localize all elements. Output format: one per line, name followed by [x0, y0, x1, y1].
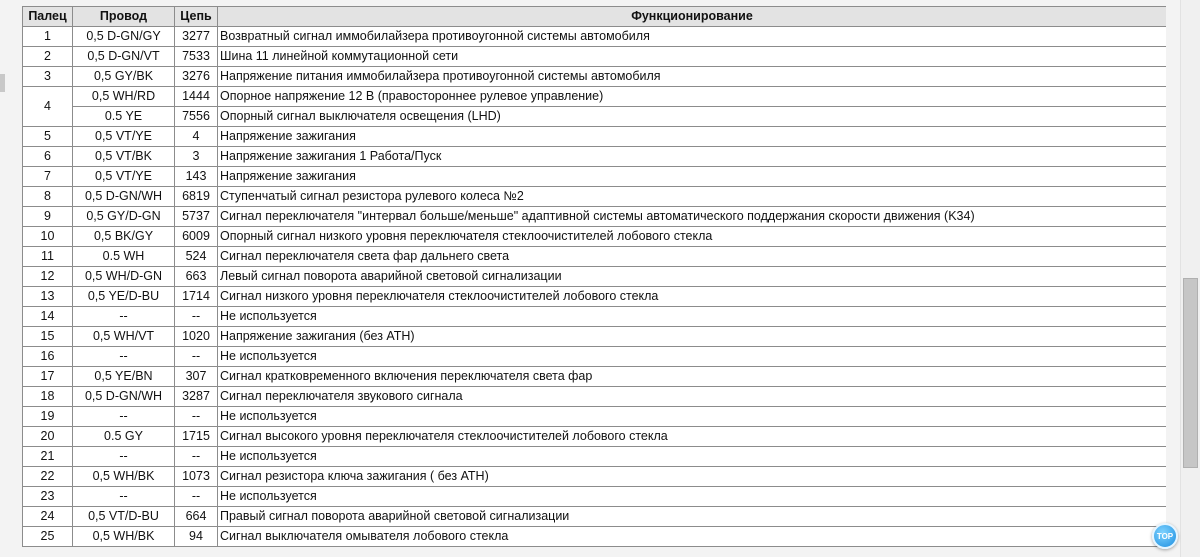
cell-circuit: -- — [175, 487, 218, 507]
cell-function: Левый сигнал поворота аварийной световой сигнализации — [218, 267, 1167, 287]
header-function: Функционирование — [218, 7, 1167, 27]
cell-pin: 15 — [23, 327, 73, 347]
cell-circuit: -- — [175, 347, 218, 367]
header-circuit: Цепь — [175, 7, 218, 27]
cell-circuit: 3276 — [175, 67, 218, 87]
scroll-to-top-button[interactable]: TOP — [1152, 523, 1178, 549]
cell-circuit: 1020 — [175, 327, 218, 347]
table-row — [23, 127, 1167, 147]
cell-circuit: 94 — [175, 527, 218, 547]
cell-circuit: 1714 — [175, 287, 218, 307]
cell-wire: 0,5 WH/RD — [73, 87, 175, 107]
table-row — [23, 447, 1167, 467]
cell-function: Не используется — [218, 447, 1167, 467]
cell-wire: 0,5 WH/D-GN — [73, 267, 175, 287]
cell-circuit: 3287 — [175, 387, 218, 407]
cell-pin: 6 — [23, 147, 73, 167]
cell-pin: 1 — [23, 27, 73, 47]
table-row — [23, 267, 1167, 287]
cell-pin: 14 — [23, 307, 73, 327]
cell-circuit: -- — [175, 407, 218, 427]
cell-function: Не используется — [218, 407, 1167, 427]
cell-wire: 0,5 D-GN/WH — [73, 387, 175, 407]
cell-function: Напряжение зажигания 1 Работа/Пуск — [218, 147, 1167, 167]
cell-circuit: 7556 — [175, 107, 218, 127]
cell-pin: 24 — [23, 507, 73, 527]
cell-wire: 0,5 WH/BK — [73, 527, 175, 547]
cell-circuit: 7533 — [175, 47, 218, 67]
cell-pin: 8 — [23, 187, 73, 207]
cell-wire: 0,5 D-GN/WH — [73, 187, 175, 207]
cell-function: Сигнал резистора ключа зажигания ( без АТН) — [218, 467, 1167, 487]
cell-wire: -- — [73, 407, 175, 427]
connector-pinout-table — [22, 6, 1167, 547]
cell-pin: 18 — [23, 387, 73, 407]
cell-wire: -- — [73, 347, 175, 367]
table-row — [23, 147, 1167, 167]
cell-circuit: 524 — [175, 247, 218, 267]
cell-wire: 0,5 VT/BK — [73, 147, 175, 167]
cell-function: Сигнал высокого уровня переключателя стеклоочистителей лобового стекла — [218, 427, 1167, 447]
cell-circuit: 1073 — [175, 467, 218, 487]
table-row — [23, 47, 1167, 67]
cell-pin: 22 — [23, 467, 73, 487]
table-row — [23, 247, 1167, 267]
cell-function: Сигнал выключателя омывателя лобового стекла — [218, 527, 1167, 547]
table-row — [23, 67, 1167, 87]
cell-circuit: 4 — [175, 127, 218, 147]
cell-circuit: 143 — [175, 167, 218, 187]
table-row — [23, 507, 1167, 527]
cell-function: Напряжение зажигания — [218, 167, 1167, 187]
cell-pin: 13 — [23, 287, 73, 307]
cell-circuit: 1715 — [175, 427, 218, 447]
table-row — [23, 327, 1167, 347]
cell-wire: 0,5 BK/GY — [73, 227, 175, 247]
cell-wire: -- — [73, 447, 175, 467]
left-margin — [0, 0, 22, 557]
cell-function: Не используется — [218, 307, 1167, 327]
cell-function: Сигнал низкого уровня переключателя стеклоочистителей лобового стекла — [218, 287, 1167, 307]
cell-function: Возвратный сигнал иммобилайзера противоугонной системы автомобиля — [218, 27, 1167, 47]
cell-wire: 0,5 YE/BN — [73, 367, 175, 387]
table-row — [23, 487, 1167, 507]
table-row — [23, 427, 1167, 447]
cell-wire: 0,5 D-GN/GY — [73, 27, 175, 47]
cell-wire: 0.5 GY — [73, 427, 175, 447]
cell-function: Сигнал переключателя звукового сигнала — [218, 387, 1167, 407]
cell-function: Ступенчатый сигнал резистора рулевого колеса №2 — [218, 187, 1167, 207]
cell-wire: 0,5 GY/BK — [73, 67, 175, 87]
cell-pin: 21 — [23, 447, 73, 467]
vertical-scrollbar[interactable] — [1180, 0, 1200, 557]
cell-circuit: 663 — [175, 267, 218, 287]
cell-pin: 19 — [23, 407, 73, 427]
cell-circuit: 307 — [175, 367, 218, 387]
table-row — [23, 287, 1167, 307]
cell-function: Сигнал переключателя "интервал больше/меньше" адаптивной системы автоматического поддержания скорости движения (K34) — [218, 207, 1167, 227]
cell-pin: 25 — [23, 527, 73, 547]
cell-pin: 9 — [23, 207, 73, 227]
table-row — [23, 207, 1167, 227]
right-margin — [1166, 0, 1180, 557]
table-row — [23, 347, 1167, 367]
table-row — [23, 167, 1167, 187]
cell-wire: 0.5 YE — [73, 107, 175, 127]
cell-function: Правый сигнал поворота аварийной световой сигнализации — [218, 507, 1167, 527]
cell-circuit: 6819 — [175, 187, 218, 207]
cell-circuit: 3 — [175, 147, 218, 167]
cell-wire: 0,5 YE/D-BU — [73, 287, 175, 307]
table-header-row — [23, 7, 1167, 27]
cell-wire: 0,5 VT/D-BU — [73, 507, 175, 527]
cell-pin: 4 — [23, 87, 73, 127]
table-row — [23, 107, 1167, 127]
cell-wire: 0,5 WH/VT — [73, 327, 175, 347]
table-row — [23, 187, 1167, 207]
cell-function: Шина 11 линейной коммутационной сети — [218, 47, 1167, 67]
cell-function: Напряжение зажигания — [218, 127, 1167, 147]
cell-pin: 10 — [23, 227, 73, 247]
cell-pin: 23 — [23, 487, 73, 507]
cell-wire: 0.5 WH — [73, 247, 175, 267]
cell-function: Напряжение зажигания (без АТН) — [218, 327, 1167, 347]
table-row — [23, 87, 1167, 107]
cell-wire: 0,5 VT/YE — [73, 167, 175, 187]
header-wire: Провод — [73, 7, 175, 27]
cell-pin: 20 — [23, 427, 73, 447]
scrollbar-thumb[interactable] — [1183, 278, 1198, 468]
cell-function: Опорный сигнал выключателя освещения (LHD) — [218, 107, 1167, 127]
cell-circuit: 1444 — [175, 87, 218, 107]
table-row — [23, 367, 1167, 387]
table-row — [23, 527, 1167, 547]
table-row — [23, 387, 1167, 407]
cell-pin: 2 — [23, 47, 73, 67]
cell-pin: 17 — [23, 367, 73, 387]
cell-pin: 3 — [23, 67, 73, 87]
cell-pin: 16 — [23, 347, 73, 367]
cell-function: Не используется — [218, 487, 1167, 507]
cell-wire: -- — [73, 487, 175, 507]
cell-wire: 0,5 GY/D-GN — [73, 207, 175, 227]
cell-wire: 0,5 WH/BK — [73, 467, 175, 487]
cell-function: Не используется — [218, 347, 1167, 367]
cell-function: Сигнал переключателя света фар дальнего света — [218, 247, 1167, 267]
header-pin: Палец — [23, 7, 73, 27]
cell-wire: -- — [73, 307, 175, 327]
cell-pin: 12 — [23, 267, 73, 287]
cell-function: Сигнал кратковременного включения переключателя света фар — [218, 367, 1167, 387]
cell-circuit: 5737 — [175, 207, 218, 227]
cell-circuit: 6009 — [175, 227, 218, 247]
cell-circuit: -- — [175, 447, 218, 467]
cell-circuit: -- — [175, 307, 218, 327]
table-row — [23, 407, 1167, 427]
table-row — [23, 467, 1167, 487]
cell-wire: 0,5 D-GN/VT — [73, 47, 175, 67]
cell-wire: 0,5 VT/YE — [73, 127, 175, 147]
cell-pin: 11 — [23, 247, 73, 267]
cell-function: Опорный сигнал низкого уровня переключателя стеклоочистителей лобового стекла — [218, 227, 1167, 247]
cell-function: Напряжение питания иммобилайзера противоугонной системы автомобиля — [218, 67, 1167, 87]
table-row — [23, 307, 1167, 327]
cell-pin: 5 — [23, 127, 73, 147]
cell-circuit: 3277 — [175, 27, 218, 47]
table-row — [23, 27, 1167, 47]
cell-function: Опорное напряжение 12 В (правостороннее рулевое управление) — [218, 87, 1167, 107]
table-row — [23, 227, 1167, 247]
left-edge-tab — [0, 74, 5, 92]
cell-pin: 7 — [23, 167, 73, 187]
cell-circuit: 664 — [175, 507, 218, 527]
